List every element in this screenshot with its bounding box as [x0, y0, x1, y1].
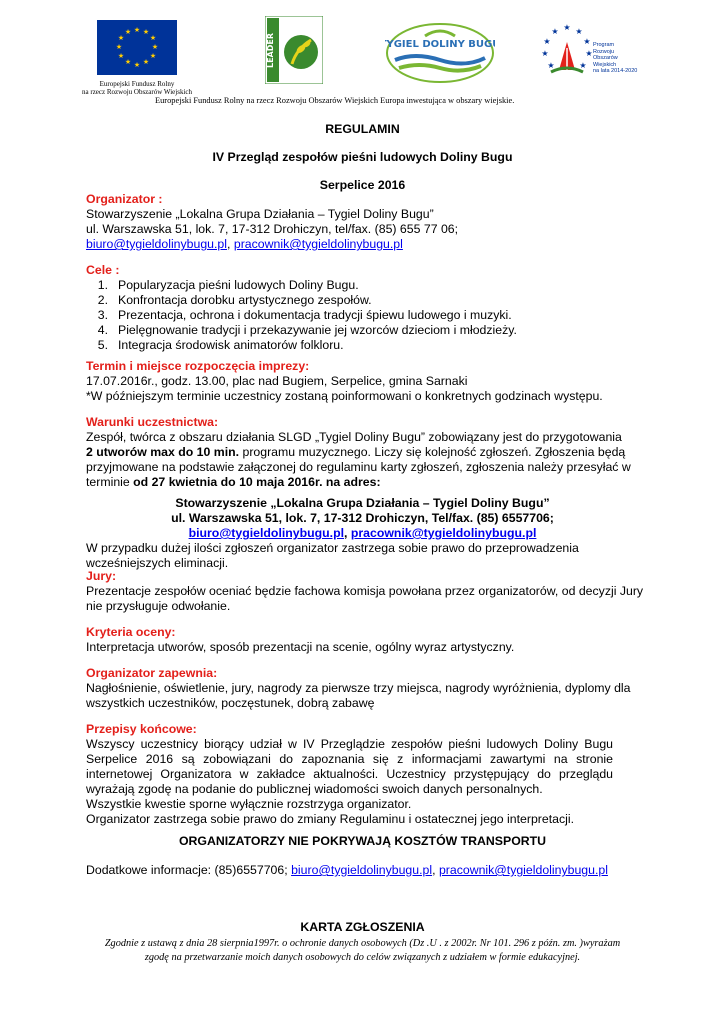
- address-street: ul. Warszawska 51, lok. 7, 17-312 Drohiczyn, Tel/fax. (85) 6557706;: [171, 511, 554, 525]
- svg-text:★: ★: [579, 61, 587, 70]
- conditions-deadline: od 27 kwietnia do 10 maja 2016r. na adres:: [133, 475, 381, 489]
- organizer-email-biuro-link[interactable]: biuro@tygieldolinybugu.pl: [86, 237, 228, 251]
- list-number: 1.: [97, 278, 108, 292]
- criteria-heading: Kryteria oceny:: [86, 625, 176, 639]
- final-paragraph: Wszyscy uczestnicy biorący udział w IV Przeglądzie zespołów pieśni ludowych Doliny Bugu Serpelice 2016 są zobowiązani do zapoznania się z informacjami zawartymi na stronie internetowej Organizatora w zakładce aktualności. Uczestnicy przystępujący do przeglądu wyrażają zgodę na podanie do publicznej wiadomości swoich danych personalnych.: [86, 737, 613, 796]
- conditions-line-rest: programu muzycznego. Liczy się kolejność zgłoszeń. Zgłoszenia będą: [239, 445, 626, 459]
- address-email-pracownik-link[interactable]: pracownik@tygieldolinybugu.pl: [350, 526, 537, 540]
- place-year: Serpelice 2016: [319, 178, 406, 192]
- criteria-section: [86, 625, 514, 655]
- eu-caption-line2: na rzecz Rozwoju Obszarów Wiejskich: [82, 88, 192, 96]
- svg-text:★: ★: [149, 52, 157, 60]
- leader-logo-text: LEADER: [266, 32, 275, 68]
- organizer-name: Stowarzyszenie „Lokalna Grupa Działania – Tygiel Doliny Bugu”: [86, 207, 434, 221]
- list-text: Pielęgnowanie tradycji i przekazywanie jej wzorców dzieciom i młodzieży.: [118, 323, 517, 337]
- goals-list: [86, 278, 517, 353]
- svg-text:★: ★: [151, 43, 159, 51]
- svg-text:★: ★: [543, 37, 551, 46]
- lgd-logo-text: TYGIEL DOLINY BUGU: [385, 39, 495, 50]
- provides-heading: Organizator zapewnia:: [86, 666, 218, 680]
- list-text: Konfrontacja dorobku artystycznego zespołów.: [118, 293, 372, 307]
- jury-line: nie przysługuje odwołanie.: [86, 599, 231, 613]
- separator: ,: [432, 863, 439, 877]
- conditions-line: [86, 445, 631, 460]
- svg-text:★: ★: [133, 61, 141, 69]
- info-email-biuro-link[interactable]: biuro@tygieldolinybugu.pl: [291, 863, 433, 877]
- jury-section: [86, 569, 643, 614]
- prow-line: Wiejskich: [593, 61, 617, 68]
- organizer-section: [86, 192, 458, 252]
- svg-text:★: ★: [551, 27, 559, 36]
- term-date-place: 17.07.2016r., godz. 13.00, plac nad Bugiem, Serpelice, gmina Sarnaki: [86, 374, 468, 388]
- list-item: [86, 293, 517, 308]
- term-note: *W późniejszym terminie uczestnicy zostaną poinformowani o konkretnych godzinach występu.: [86, 389, 603, 403]
- svg-text:★: ★: [149, 34, 157, 42]
- prow-line: Obszarów: [593, 55, 618, 61]
- conditions-section: [86, 415, 631, 490]
- term-section: [86, 359, 603, 404]
- final-heading: Przepisy końcowe:: [86, 722, 197, 736]
- svg-text:★: ★: [585, 49, 593, 58]
- term-heading: Termin i miejsce rozpoczęcia imprezy:: [86, 359, 310, 373]
- eu-caption: [82, 80, 192, 96]
- goals-section: [86, 263, 517, 353]
- final-line: Organizator zastrzega sobie prawo do zmiany Regulaminu i ostatecznej jego interpretacji.: [86, 812, 575, 826]
- list-number: 3.: [97, 308, 108, 322]
- lgd-logo: [385, 22, 495, 84]
- info-email-pracownik-link[interactable]: pracownik@tygieldolinybugu.pl: [438, 863, 608, 877]
- svg-text:★: ★: [583, 37, 591, 46]
- list-item: [86, 338, 517, 353]
- list-item: [86, 323, 517, 338]
- address-emails: [0, 526, 725, 541]
- organizer-heading: Organizator :: [86, 192, 163, 206]
- provides-line: Nagłośnienie, oświetlenie, jury, nagrody za pierwsze trzy miejsca, nagrody wyróżnienia, dyplomy dla: [86, 681, 631, 695]
- conditions-line: przyjmowane na podstawie załączonej do regulaminu karty zgłoszeń, zgłoszenia należy przesyłać w: [86, 460, 631, 474]
- page-title: REGULAMIN: [325, 122, 400, 136]
- eu-flag-icon: [97, 20, 177, 75]
- provides-section: [86, 666, 631, 711]
- list-text: Popularyzacja pieśni ludowych Doliny Bugu.: [118, 278, 359, 292]
- additional-info-label: Dodatkowe informacje: (85)6557706;: [86, 863, 292, 877]
- lgd-logo-icon: [385, 22, 495, 84]
- conditions-line-pre: terminie: [86, 475, 134, 489]
- prow-line: Program: [593, 42, 615, 48]
- address-email-biuro-link[interactable]: biuro@tygieldolinybugu.pl: [188, 526, 345, 540]
- conditions-line: [86, 475, 631, 490]
- address-name: Stowarzyszenie „Lokalna Grupa Działania – Tygiel Doliny Bugu”: [175, 496, 550, 510]
- criteria-line: Interpretacja utworów, sposób prezentacji na scenie, ogólny wyraz artystyczny.: [86, 640, 515, 654]
- conditions-note-line: W przypadku dużej ilości zgłoszeń organizator zastrzega sobie prawo do przeprowadzenia: [86, 541, 579, 555]
- provides-line: wszystkich uczestników, poczęstunek, dobrą zabawę: [86, 696, 375, 710]
- separator: ,: [227, 237, 231, 251]
- page-subtitle: IV Przegląd zespołów pieśni ludowych Doliny Bugu: [212, 150, 513, 164]
- list-item: [86, 308, 517, 323]
- conditions-heading: Warunki uczestnictwa:: [86, 415, 219, 429]
- additional-info: [86, 863, 608, 878]
- svg-text:★: ★: [575, 27, 583, 36]
- svg-text:★: ★: [142, 28, 150, 36]
- prow-emblem-icon: [537, 20, 597, 80]
- svg-text:★: ★: [547, 61, 555, 70]
- list-number: 2.: [97, 293, 108, 307]
- list-text: Integracja środowisk animatorów folkloru.: [118, 338, 344, 352]
- organizer-address: ul. Warszawska 51, lok. 7, 17-312 Drohiczyn, tel/fax. (85) 655 77 06;: [86, 222, 459, 236]
- svg-text:★: ★: [117, 34, 125, 42]
- eu-caption-line1: Europejski Fundusz Rolny: [99, 80, 175, 88]
- svg-text:★: ★: [563, 23, 571, 32]
- prow-logo: [537, 18, 657, 83]
- svg-text:★: ★: [124, 58, 132, 66]
- conditions-note-line: wcześniejszych eliminacji.: [86, 556, 229, 570]
- submission-address: [0, 496, 725, 541]
- conditions-note: [86, 541, 579, 571]
- svg-text:★: ★: [124, 28, 132, 36]
- list-text: Prezentacja, ochrona i dokumentacja tradycji śpiewu ludowego i muzyki.: [118, 308, 512, 322]
- svg-text:★: ★: [142, 58, 150, 66]
- transport-notice: ORGANIZATORZY NIE POKRYWAJĄ KOSZTÓW TRANSPORTU: [178, 834, 547, 848]
- leader-logo-icon: [265, 16, 323, 84]
- conditions-limit: 2 utworów max do 10 min.: [86, 445, 240, 459]
- leader-logo: [265, 16, 323, 84]
- consent-statement: [0, 937, 725, 965]
- organizer-emails: [86, 237, 458, 252]
- header-tagline: Europejski Fundusz Rolny na rzecz Rozwoju Obszarów Wiejskich Europa inwestująca w obszary wiejskie.: [155, 96, 515, 105]
- conditions-line: Zespół, twórca z obszaru działania SLGD „Tygiel Doliny Bugu” zobowiązany jest do przygotowania: [86, 430, 622, 444]
- eu-logo: [97, 20, 177, 75]
- application-card-title: KARTA ZGŁOSZENIA: [300, 920, 425, 934]
- list-number: 4.: [97, 323, 108, 337]
- list-item: [86, 278, 517, 293]
- goals-heading: Cele :: [86, 263, 120, 277]
- organizer-email-pracownik-link[interactable]: pracownik@tygieldolinybugu.pl: [233, 237, 403, 251]
- list-number: 5.: [97, 338, 108, 352]
- svg-text:★: ★: [115, 43, 123, 51]
- jury-line: Prezentacje zespołów oceniać będzie fachowa komisja powołana przez organizatorów, od decyzji Jury: [86, 584, 644, 598]
- consent-line: zgodę na przetwarzanie moich danych osobowych do celów związanych z udziałem w formie edukacyjnej.: [144, 952, 581, 963]
- svg-text:★: ★: [133, 26, 141, 34]
- svg-text:★: ★: [117, 52, 125, 60]
- prow-line: na lata 2014-2020: [593, 68, 638, 74]
- consent-line: Zgodnie z ustawą z dnia 28 sierpnia1997r. o ochronie danych osobowych (Dz .U . z 2002r. Nr 101. 296 z późn. zm. )wyrażam: [104, 938, 621, 949]
- svg-text:★: ★: [541, 49, 549, 58]
- final-section: [86, 722, 613, 827]
- final-line: Wszystkie kwestie sporne wyłącznie rozstrzyga organizator.: [86, 797, 412, 811]
- prow-caption: [593, 42, 637, 75]
- prow-line: Rozwoju: [593, 48, 615, 55]
- jury-heading: Jury:: [86, 569, 117, 583]
- separator: ,: [344, 526, 351, 540]
